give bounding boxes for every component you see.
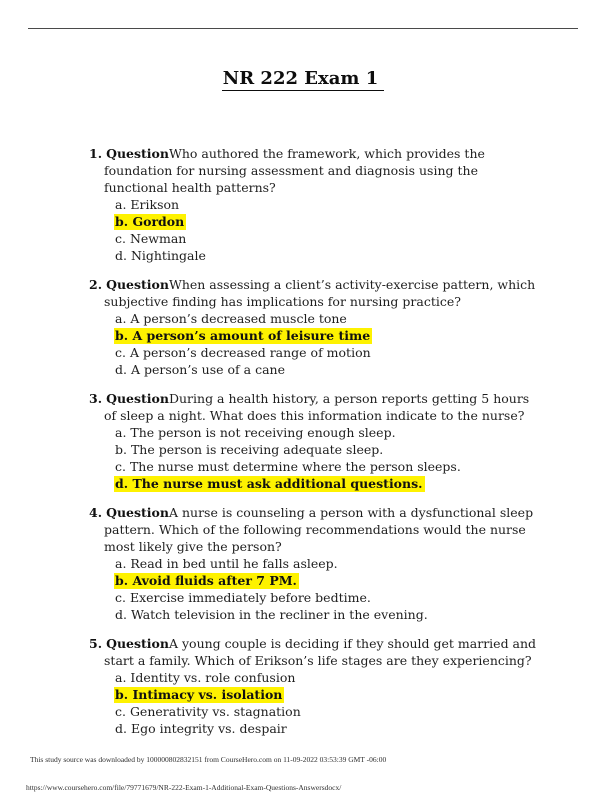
question-number: 2. xyxy=(89,277,103,292)
question-text: When assessing a client’s activity-exercise pattern, which subjective finding has implications for nursing practice? xyxy=(104,277,536,309)
answer-option xyxy=(114,310,541,327)
answer-option-correct xyxy=(114,327,541,344)
question-number: 5. xyxy=(89,636,103,651)
answer-option-correct xyxy=(114,475,541,492)
question-label: Question xyxy=(106,505,169,520)
answer-option xyxy=(114,458,541,475)
question-block xyxy=(89,145,541,264)
question-label: Question xyxy=(106,636,169,651)
question-label: Question xyxy=(106,277,169,292)
answer-option-text: c. Generativity vs. stagnation xyxy=(115,704,301,719)
question-number: 1. xyxy=(89,146,103,161)
answer-option-text: d. A person’s use of a cane xyxy=(115,362,285,377)
options-list xyxy=(114,669,541,737)
header-rule xyxy=(28,28,578,29)
answer-option-text: b. The person is receiving adequate sleep. xyxy=(115,442,384,457)
answer-option xyxy=(114,720,541,737)
question-label: Question xyxy=(106,146,169,161)
answer-option xyxy=(114,555,541,572)
answer-option-text: c. Exercise immediately before bedtime. xyxy=(115,590,371,605)
question-block xyxy=(89,276,541,378)
question-heading xyxy=(89,504,541,555)
options-list xyxy=(114,196,541,264)
answer-option xyxy=(114,424,541,441)
question-block xyxy=(89,504,541,623)
question-heading xyxy=(89,390,541,424)
footer-download-note: This study source was downloaded by 100000802832151 from CourseHero.com on 11-09-2022 03:53:39 GMT -06:00 xyxy=(30,755,387,764)
questions-list xyxy=(89,145,541,749)
answer-option xyxy=(114,441,541,458)
options-list xyxy=(114,424,541,492)
answer-option xyxy=(114,361,541,378)
answer-option xyxy=(114,247,541,264)
answer-option xyxy=(114,703,541,720)
answer-option-text: a. A person’s decreased muscle tone xyxy=(115,311,347,326)
question-text: During a health history, a person reports getting 5 hours of sleep a night. What does this information indicate to the nurse? xyxy=(104,391,530,423)
answer-option-text: b. A person’s amount of leisure time xyxy=(115,328,371,343)
question-number: 4. xyxy=(89,505,103,520)
page-title xyxy=(0,68,606,89)
question-heading xyxy=(89,635,541,669)
question-block xyxy=(89,390,541,492)
answer-option-text: d. Ego integrity vs. despair xyxy=(115,721,287,736)
answer-option xyxy=(114,606,541,623)
answer-option xyxy=(114,344,541,361)
answer-option-text: b. Gordon xyxy=(115,214,185,229)
answer-option-correct xyxy=(114,572,541,589)
options-list xyxy=(114,555,541,623)
answer-option-text: a. The person is not receiving enough sleep. xyxy=(115,425,396,440)
question-number: 3. xyxy=(89,391,103,406)
answer-option-text: a. Erikson xyxy=(115,197,180,212)
answer-option-text: a. Read in bed until he falls asleep. xyxy=(115,556,338,571)
answer-option-text: d. Nightingale xyxy=(115,248,206,263)
answer-option xyxy=(114,589,541,606)
question-block xyxy=(89,635,541,737)
answer-option-text: a. Identity vs. role confusion xyxy=(115,670,296,685)
answer-option xyxy=(114,196,541,213)
answer-option-correct xyxy=(114,686,541,703)
answer-option-text: c. Newman xyxy=(115,231,187,246)
question-text: Who authored the framework, which provides the foundation for nursing assessment and diagnosis using the functional health patterns? xyxy=(104,146,485,195)
answer-option-text: c. The nurse must determine where the person sleeps. xyxy=(115,459,461,474)
options-list xyxy=(114,310,541,378)
answer-option-text: d. Watch television in the recliner in the evening. xyxy=(115,607,428,622)
footer-source-url-link[interactable]: https://www.coursehero.com/file/79771679/NR-222-Exam-1-Additional-Exam-Questions-Answersdocx/ xyxy=(26,783,342,792)
answer-option xyxy=(114,669,541,686)
question-text: A nurse is counseling a person with a dysfunctional sleep pattern. Which of the following recommendations would the nurse most likely give the person? xyxy=(104,505,534,554)
question-heading xyxy=(89,145,541,196)
answer-option-text: b. Avoid fluids after 7 PM. xyxy=(115,573,297,588)
page-title-text: NR 222 Exam 1 xyxy=(222,68,384,91)
question-label: Question xyxy=(106,391,169,406)
question-heading xyxy=(89,276,541,310)
answer-option-text: c. A person’s decreased range of motion xyxy=(115,345,371,360)
answer-option xyxy=(114,230,541,247)
answer-option-correct xyxy=(114,213,541,230)
answer-option-text: d. The nurse must ask additional questions. xyxy=(115,476,423,491)
answer-option-text: b. Intimacy vs. isolation xyxy=(115,687,283,702)
question-text: A young couple is deciding if they should get married and start a family. Which of Erikson’s life stages are they experiencing? xyxy=(104,636,537,668)
